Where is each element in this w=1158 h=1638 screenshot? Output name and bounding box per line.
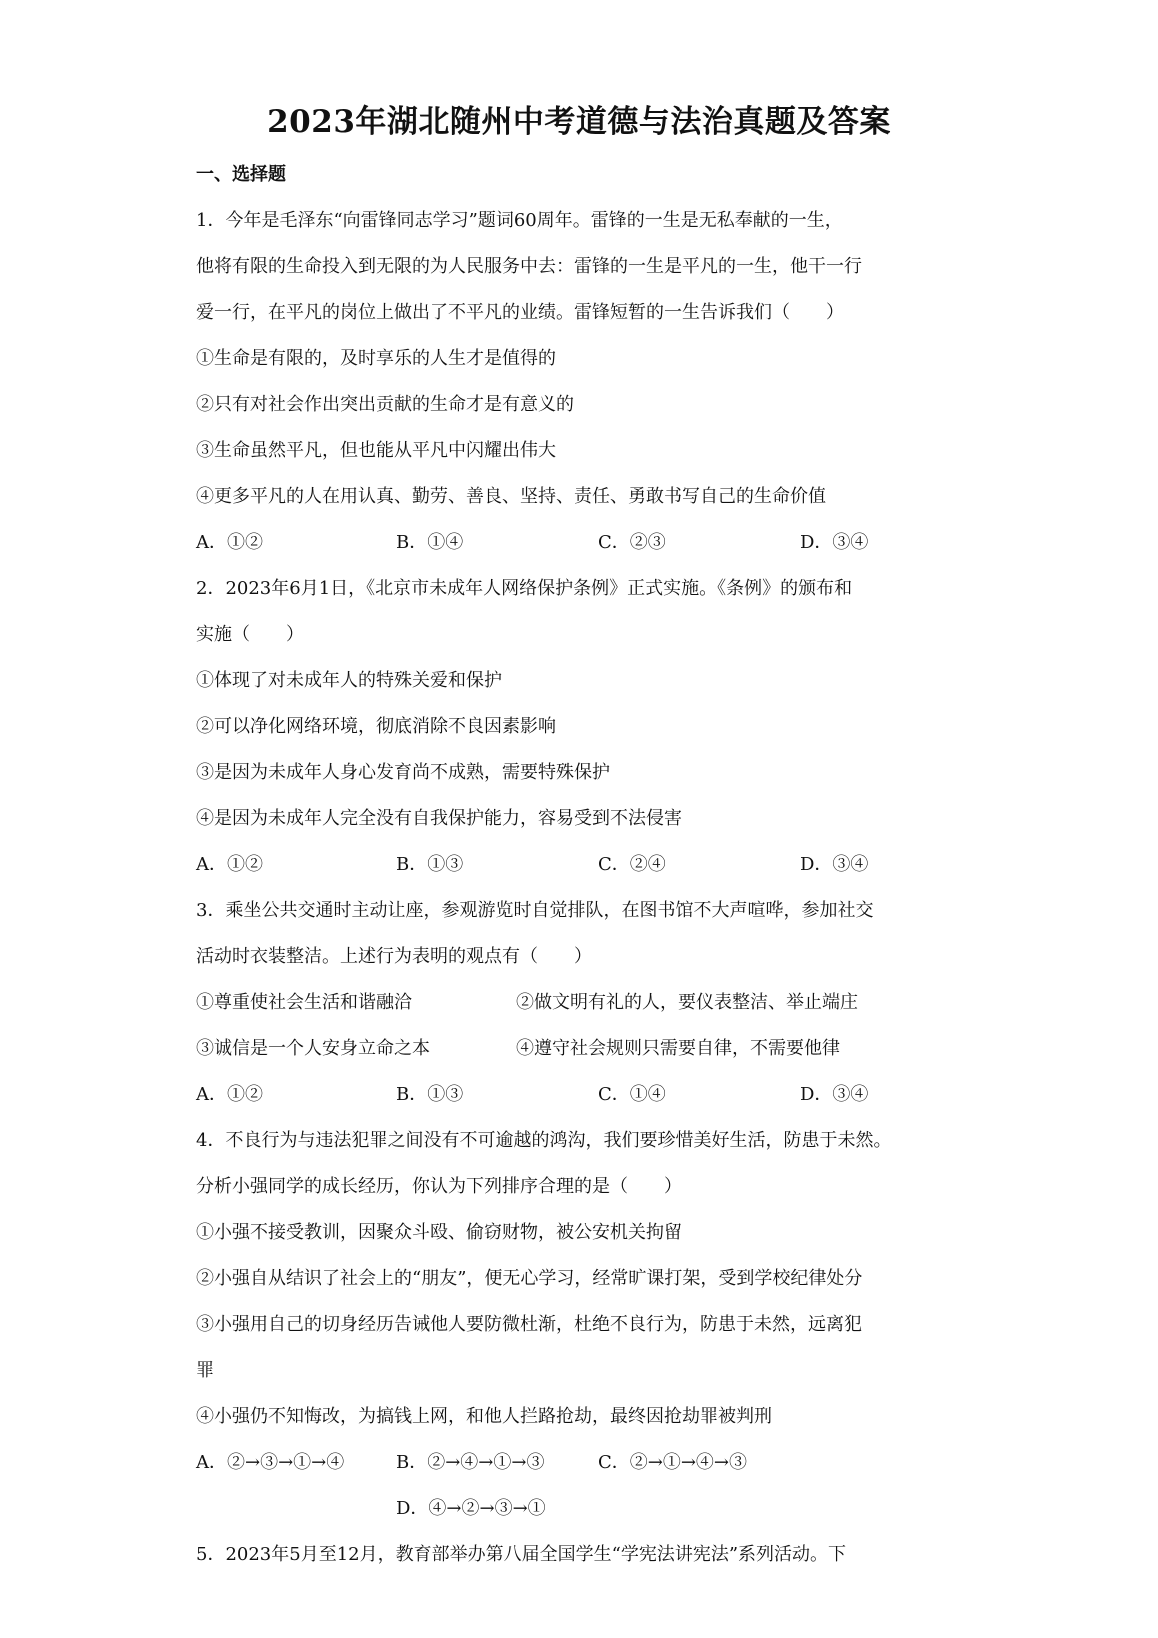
question-1-stem: 1．今年是毛泽东“向雷锋同志学习”题词60周年。雷锋的一生是无私奉献的一生， [196, 210, 843, 231]
question-3-items-row [196, 980, 966, 1026]
question-1-item: ④更多平凡的人在用认真、勤劳、善良、坚持、责任、勇敢书写自己的生命价值 [196, 486, 826, 507]
question-1-options [196, 520, 966, 566]
option-b: B．②→④→①→③ [396, 1452, 545, 1473]
option-b: B．①③ [396, 1084, 464, 1105]
option-a: A．①② [196, 1084, 263, 1105]
question-4-item: ①小强不接受教训，因聚众斗殴、偷窃财物，被公安机关拘留 [196, 1222, 682, 1243]
question-1-item: ②只有对社会作出突出贡献的生命才是有意义的 [196, 394, 574, 415]
question-2-item: ④是因为未成年人完全没有自我保护能力，容易受到不法侵害 [196, 808, 682, 829]
question-2-item: ②可以净化网络环境，彻底消除不良因素影响 [196, 716, 556, 737]
document-title: 2023年湖北随州中考道德与法治真题及答案 [267, 104, 891, 140]
option-b: B．①④ [396, 532, 464, 553]
question-3-item: ①尊重使社会生活和谐融洽 [196, 992, 412, 1013]
option-a: A．①② [196, 532, 263, 553]
question-2-item: ③是因为未成年人身心发育尚不成熟，需要特殊保护 [196, 762, 610, 783]
question-2-stem: 实施（ ） [196, 624, 304, 645]
question-3-items-row [196, 1026, 966, 1072]
option-c: C．②③ [598, 532, 666, 553]
question-4-stem: 4．不良行为与违法犯罪之间没有不可逾越的鸿沟，我们要珍惜美好生活，防患于未然。 [196, 1130, 892, 1151]
question-2-item: ①体现了对未成年人的特殊关爱和保护 [196, 670, 502, 691]
question-3-options [196, 1072, 966, 1118]
question-4-item: ③小强用自己的切身经历告诫他人要防微杜渐，杜绝不良行为，防患于未然，远离犯 [196, 1314, 862, 1335]
question-4-options [196, 1440, 966, 1486]
option-c: C．①④ [598, 1084, 666, 1105]
question-4-options [196, 1486, 966, 1532]
question-4-stem: 分析小强同学的成长经历，你认为下列排序合理的是（ ） [196, 1176, 682, 1197]
question-4-item: ②小强自从结识了社会上的“朋友”，便无心学习，经常旷课打架，受到学校纪律处分 [196, 1268, 863, 1289]
question-5-stem: 5．2023年5月至12月，教育部举办第八届全国学生“学宪法讲宪法”系列活动。下 [196, 1544, 847, 1565]
option-a: A．②→③→①→④ [196, 1452, 345, 1473]
question-2-options [196, 842, 966, 888]
option-d: D．③④ [800, 854, 869, 875]
option-d: D．③④ [800, 532, 869, 553]
question-2-stem: 2．2023年6月1日，《北京市未成年人网络保护条例》正式实施。《条例》的颁布和 [196, 578, 853, 599]
question-1-item: ①生命是有限的，及时享乐的人生才是值得的 [196, 348, 556, 369]
option-c: C．②④ [598, 854, 666, 875]
section-heading: 一、选择题 [196, 164, 286, 185]
question-1-item: ③生命虽然平凡，但也能从平凡中闪耀出伟大 [196, 440, 556, 461]
option-c: C．②→①→④→③ [598, 1452, 748, 1473]
question-content [196, 198, 966, 1578]
question-4-item: ④小强仍不知悔改，为搞钱上网，和他人拦路抢劫，最终因抢劫罪被判刑 [196, 1406, 772, 1427]
question-1-stem: 他将有限的生命投入到无限的为人民服务中去：雷锋的一生是平凡的一生，他干一行 [196, 256, 862, 277]
option-b: B．①③ [396, 854, 464, 875]
question-3-item: ④遵守社会规则只需要自律，不需要他律 [516, 1038, 840, 1059]
question-1-stem: 爱一行，在平凡的岗位上做出了不平凡的业绩。雷锋短暂的一生告诉我们（ ） [196, 302, 844, 323]
option-d: D．③④ [800, 1084, 869, 1105]
question-3-item: ②做文明有礼的人，要仪表整洁、举止端庄 [516, 992, 858, 1013]
question-4-item: 罪 [196, 1360, 214, 1381]
question-3-stem: 3．乘坐公共交通时主动让座，参观游览时自觉排队，在图书馆不大声喧哗，参加社交 [196, 900, 874, 921]
question-3-stem: 活动时衣装整洁。上述行为表明的观点有（ ） [196, 946, 592, 967]
option-a: A．①② [196, 854, 263, 875]
question-3-item: ③诚信是一个人安身立命之本 [196, 1038, 430, 1059]
option-d: D．④→②→③→① [396, 1498, 546, 1519]
